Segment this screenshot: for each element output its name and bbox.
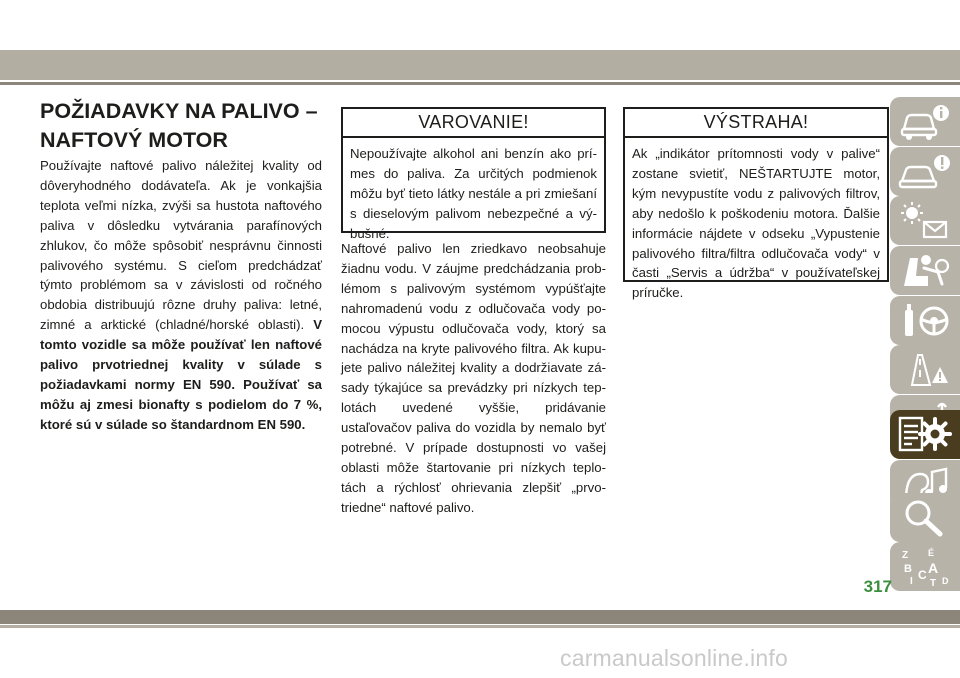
car-info-icon bbox=[898, 101, 952, 142]
section-heading bbox=[40, 97, 325, 155]
water-in-fuel-paragraph: Naftové palivo len zriedkavo neobsahuje žiadnu vodu. V záujme predchádzania problémom s palivovým systémom vypúšťajte nahromadenú vodu z odlučovača vody pomocou výpustu odlučovača vody, ktorý sa nachádza na kryte palivového filtra. Ak kupujete palivo náležitej kvality a dodržiavate zásady týkajúce sa prevádzky pri nízkych teplotách uvedené vyššie, pridávanie ustaľovačov paliva do vozidla by nemalo byť potrebné. V prípade dostupnosti vo vašej oblasti môže štartovanie pri nízkych teplotách a rýchlosť ohrievania zlepšiť „prvotriedne“ naftové palivo. bbox=[341, 241, 606, 515]
heading-line-2: NAFTOVÝ MOTOR bbox=[40, 128, 228, 152]
warning-title: VAROVANIE! bbox=[343, 109, 604, 138]
index-letter-6: C bbox=[918, 568, 927, 582]
warning-text: Nepoužívajte alkohol ani benzín ako prímes do paliva. Za určitých podmienok môžu byť tieto látky nestále a pri zmiešaní s dieselovým palivom nebezpečné a výbušné. bbox=[350, 146, 597, 241]
caution-title: VÝSTRAHA! bbox=[625, 109, 887, 138]
fuel-requirements-paragraph bbox=[40, 156, 322, 435]
header-rule bbox=[0, 82, 960, 85]
index-letter-1: Z bbox=[902, 550, 909, 561]
index-letter-2: É bbox=[928, 548, 935, 558]
specs-gear-icon bbox=[898, 414, 952, 455]
tab-car-warning[interactable] bbox=[890, 147, 960, 196]
tab-dashboard-lights[interactable] bbox=[890, 196, 960, 245]
alphabet-index-icon bbox=[898, 546, 952, 587]
tab-road-warning[interactable] bbox=[890, 345, 960, 394]
index-letter-3: B bbox=[904, 563, 912, 575]
tab-alphabetical-index[interactable] bbox=[890, 542, 960, 591]
watermark: carmanualsonline.info bbox=[560, 645, 788, 671]
car-warning-icon bbox=[898, 151, 952, 192]
heading-line-1: POŽIADAVKY NA PALIVO – bbox=[40, 99, 318, 123]
search-icon bbox=[898, 497, 952, 538]
steering-wheel-icon bbox=[898, 300, 952, 341]
caution-box bbox=[623, 107, 889, 301]
tab-search[interactable] bbox=[890, 493, 960, 542]
index-letter-7: T bbox=[930, 578, 937, 587]
tab-airbag-seat[interactable] bbox=[890, 246, 960, 295]
tab-steering-wheel[interactable] bbox=[890, 296, 960, 345]
warning-box bbox=[341, 107, 606, 241]
tab-specifications[interactable] bbox=[890, 410, 960, 459]
airbag-seat-icon bbox=[898, 250, 952, 291]
index-letter-4: A bbox=[928, 560, 939, 576]
tab-car-info[interactable] bbox=[890, 97, 960, 146]
footer-band bbox=[0, 610, 960, 624]
page-number: 317 bbox=[863, 577, 892, 596]
dashboard-lights-icon bbox=[898, 200, 952, 241]
index-letter-5: I bbox=[910, 576, 913, 587]
road-warning-icon bbox=[898, 349, 952, 390]
caution-text: Ak „indikátor prítomnosti vody v palive“ zostane svietiť, NEŠTARTUJTE motor, kým nevypustíte vodu z palivových filtrov, aby nedošlo k poškodeniu motora. Ďalšie informácie nájdete v odseku „Vypustenie palivového filtra/filtra odlučovača vody“ v časti „Servis a údržba“ v používateľskej príručke. bbox=[632, 146, 880, 301]
index-letter-8: D bbox=[942, 576, 949, 586]
paragraph-normal-text: Používajte naftové palivo náležitej kvality od dôveryhodného dodávateľa. Ak je vonkajšia teplota veľmi nízka, zvýši sa hustota naftového paliva v dôsledku vytvárania parafínových zhlukov, čo môže spôsobiť nesprávnu činnosti palivového systému. S cieľom predchádzať týmto problémom sa v závislosti od ročného obdobia distribuujú rôzne druhy paliva: letné, zimné a arktické (chladné/horské oblasti). bbox=[40, 158, 322, 333]
header-band bbox=[0, 50, 960, 80]
paragraph-bold-text: V tomto vozidle sa môže používať len naftové palivo prvotriednej kvality v súlade s požiadavkami normy EN 590. Používať sa môžu aj zmesi bionafty s podielom do 7 %, ktoré sú v súlade so štandardnom EN 590. bbox=[40, 317, 322, 432]
footer-rule bbox=[0, 625, 960, 628]
